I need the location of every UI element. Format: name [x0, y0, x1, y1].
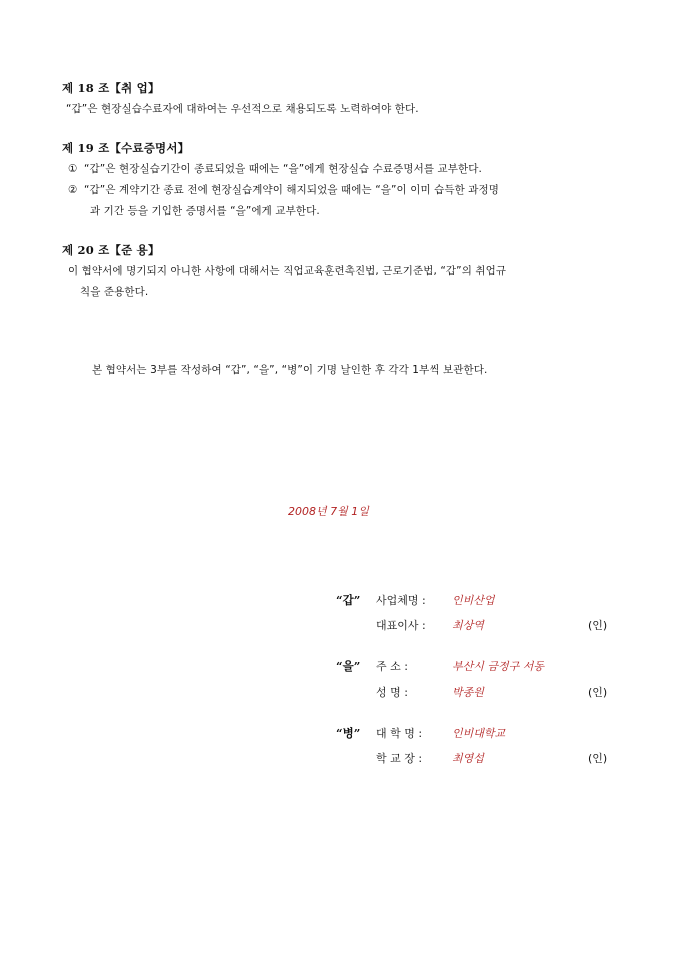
- article-19-heading: 제 19 조【수료증명서】: [62, 141, 190, 155]
- party-byeong-tag: “병”: [336, 726, 361, 740]
- party-eul-tag: “을”: [336, 659, 361, 673]
- item-marker-2: ②: [68, 184, 78, 196]
- party-byeong-value-university: 인비대학교: [452, 727, 506, 740]
- article-20-line-1: 이 협약서에 명기되지 아니한 사항에 대해서는 직업교육훈련촉진법, 근로기준법, “갑”의 취업규: [68, 265, 507, 277]
- party-byeong-seal: (인): [588, 752, 608, 765]
- party-gap-tag: “갑”: [336, 593, 361, 607]
- contract-date: 2008년 7월 1일: [288, 505, 369, 518]
- party-eul-seal: (인): [588, 686, 608, 699]
- article-19-item-2: [68, 182, 499, 197]
- article-19-item-2-text: “갑”은 계약기간 종료 전에 현장실습계약이 해지되었을 때에는 “을”이 이미 습득한 과정명: [84, 184, 500, 196]
- closing-statement: 본 협약서는 3부를 작성하여 “갑”, “을”, “병”이 기명 날인한 후 각각 1부씩 보관한다.: [92, 364, 488, 376]
- party-eul-label-address: 주 소 :: [376, 660, 408, 673]
- article-19-item-2-line-2: 과 기간 등을 기입한 증명서를 “을”에게 교부한다.: [90, 205, 320, 217]
- party-eul-value-name: 박종원: [452, 686, 484, 699]
- party-gap-label-ceo: 대표이사 :: [376, 619, 426, 632]
- party-gap-value-ceo: 최상역: [452, 619, 484, 632]
- item-marker-1: ①: [68, 163, 78, 175]
- party-byeong-label-president: 학 교 장 :: [376, 752, 423, 765]
- party-eul-label-name: 성 명 :: [376, 686, 408, 699]
- article-20-heading: 제 20 조【준 용】: [62, 243, 160, 257]
- party-eul-value-address: 부산시 금정구 서동: [452, 660, 545, 673]
- article-18-heading: 제 18 조【취 업】: [62, 81, 160, 95]
- article-19-item-1-text: “갑”은 현장실습기간이 종료되었을 때에는 “을”에게 현장실습 수료증명서를 교부한다.: [84, 163, 482, 175]
- article-20-line-2: 칙을 준용한다.: [80, 286, 149, 298]
- party-byeong-label-university: 대 학 명 :: [376, 727, 423, 740]
- party-gap-label-company: 사업체명 :: [376, 594, 426, 607]
- article-18-line-1: “갑”은 현장실습수료자에 대하여는 우선적으로 채용되도록 노력하여야 한다.: [66, 103, 419, 115]
- party-byeong-value-president: 최영섭: [452, 752, 484, 765]
- party-gap-value-company: 인비산업: [452, 594, 495, 607]
- party-gap-seal: (인): [588, 619, 608, 632]
- article-19-item-1: [68, 161, 482, 176]
